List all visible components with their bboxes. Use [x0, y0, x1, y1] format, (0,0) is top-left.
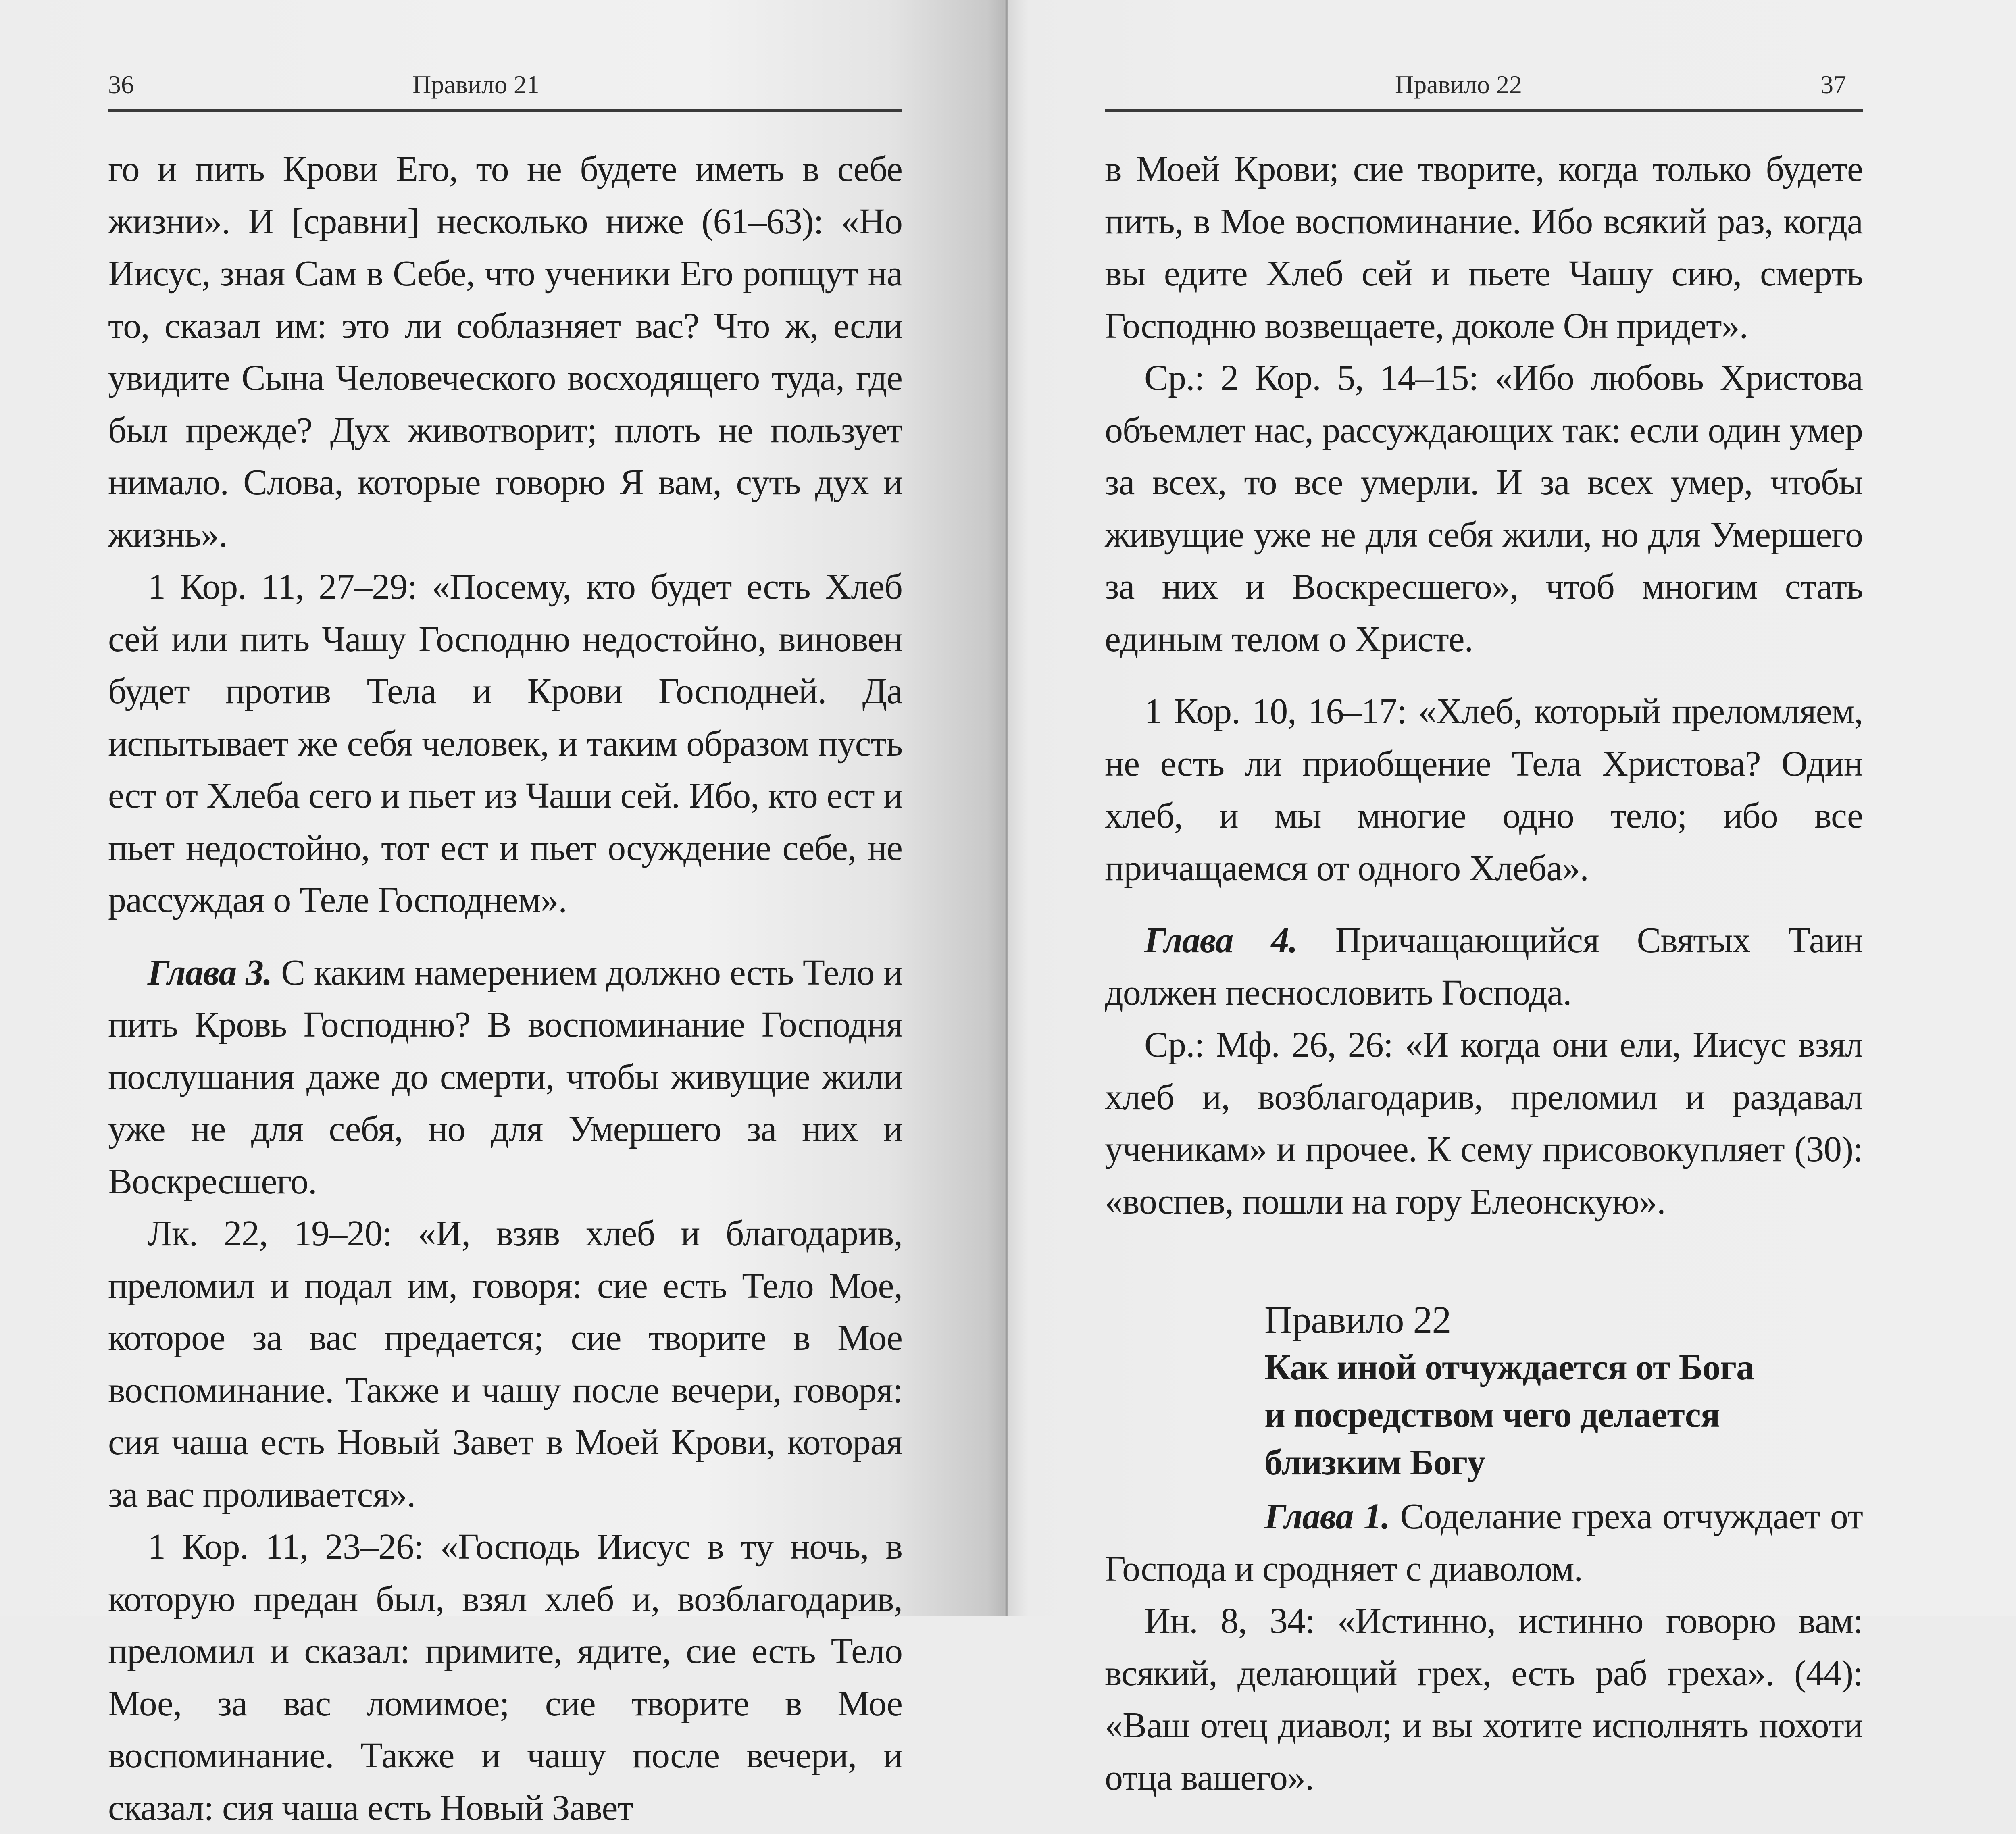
- rule-number: Правило 22: [1264, 1298, 1451, 1341]
- rule-title-line: и посредством чего делается: [1264, 1395, 1720, 1435]
- page-number-right: 37: [1820, 70, 1846, 99]
- left-page: [0, 0, 1008, 1828]
- right-body-text: [1105, 143, 1863, 1804]
- chapter-text: Причащающийся Святых Таин должен песнословить Господа.: [1105, 920, 1863, 1013]
- paragraph: Ср.: Мф. 26, 26: «И когда они ели, Иисус взял хлеб и, возблагодарив, преломил и раздавал ученикам» и прочее. К сему присовокупляет (30): «воспев, пошли на гору Елеонскую».: [1105, 1025, 1863, 1222]
- paragraph: го и пить Крови Его, то не будете иметь в себе жизни». И [сравни] несколько ниже (61–63): «Но Иисус, зная Сам в Себе, что ученики Его ропщут на то, сказал им: это ли соблазняет вас? Что ж, если увидите Сына Человеческого восходящего туда, где был прежде? Дух животворит; плоть не пользует нимало. Слова, которые говорю Я вам, суть дух и жизнь».: [108, 149, 902, 555]
- chapter-paragraph: [1105, 1491, 1863, 1595]
- header-rule-right: [1105, 109, 1863, 112]
- paragraph: 1 Кор. 11, 27–29: «Посему, кто будет есть Хлеб сей или пить Чашу Господню недостойно, виновен будет против Тела и Крови Господней. Да испытывает же себя человек, и таким образом пусть ест от Хлеба сего и пьет из Чаши сей. Ибо, кто ест и пьет недостойно, тот ест и пьет осуждение себе, не рассуждая о Теле Господнем».: [108, 567, 902, 920]
- chapter-paragraph: [108, 947, 902, 1208]
- paragraph: 1 Кор. 10, 16–17: «Хлеб, который преломляем, не есть ли приобщение Тела Христова? Один хлеб, и мы многие одно тело; ибо все причащаемся от одного Хлеба».: [1105, 691, 1863, 888]
- running-head-title-right: Правило 22: [1395, 70, 1522, 99]
- paragraph: в Моей Крови; сие творите, когда только будете пить, в Мое воспоминание. Ибо всякий раз, когда вы едите Хлеб сей и пьете Чашу сию, смерть Господню возвещаете, доколе Он придет».: [1105, 149, 1863, 346]
- chapter-label: Глава 1.: [1264, 1497, 1390, 1536]
- left-running-head: [108, 69, 902, 101]
- section-heading: [1105, 1296, 1863, 1486]
- rule-title-line: близким Богу: [1264, 1443, 1485, 1482]
- header-rule-left: [108, 109, 902, 112]
- page-number-left: 36: [108, 70, 134, 99]
- paragraph: Лк. 22, 19–20: «И, взяв хлеб и благодарив, преломил и подал им, говоря: сие есть Тело Мое, которое за вас предается; сие творите в Мое воспоминание. Также и чашу после вечери, говоря: сия чаша есть Новый Завет в Моей Крови, которая за вас проливается».: [108, 1214, 902, 1515]
- right-running-head: [1105, 69, 1863, 101]
- chapter-label: Глава 3.: [148, 952, 272, 993]
- paragraph: Ин. 8, 34: «Истинно, истинно говорю вам: всякий, делающий грех, есть раб греха». (44): «Ваш отец диавол; и вы хотите исполнять похоти отца вашего».: [1105, 1601, 1863, 1798]
- chapter-label: Глава 4.: [1144, 920, 1297, 960]
- running-head-title-left: Правило 21: [412, 70, 540, 99]
- chapter-text: С каким намерением должно есть Тело и пить Кровь Господню? В воспоминание Господня послушания даже до смерти, чтобы живущие жили уже не для себя, но для Умершего за них и Воскресшего.: [108, 952, 903, 1201]
- chapter-paragraph: [1105, 914, 1863, 1019]
- chapter-text: Соделание греха отчуждает от Господа и сродняет с диаволом.: [1105, 1497, 1863, 1589]
- left-body-text: [108, 143, 902, 1834]
- paragraph: Ср.: 2 Кор. 5, 14–15: «Ибо любовь Христова объемлет нас, рассуждающих так: если один умер за всех, то все умерли. И за всех умер, чтобы живущие уже не для себя жили, но для Умершего за них и Воскресшего», чтоб многим стать единым телом о Христе.: [1105, 358, 1863, 659]
- rule-title-line: Как иной отчуждается от Бога: [1264, 1347, 1754, 1387]
- paragraph: 1 Кор. 11, 23–26: «Господь Иисус в ту ночь, в которую предан был, взял хлеб и, возблагодарив, преломил и сказал: примите, ядите, сие есть Тело Мое, за вас ломимое; сие творите в Мое воспоминание. Также и чашу после вечери, и сказал: сия чаша есть Новый Завет: [108, 1527, 902, 1828]
